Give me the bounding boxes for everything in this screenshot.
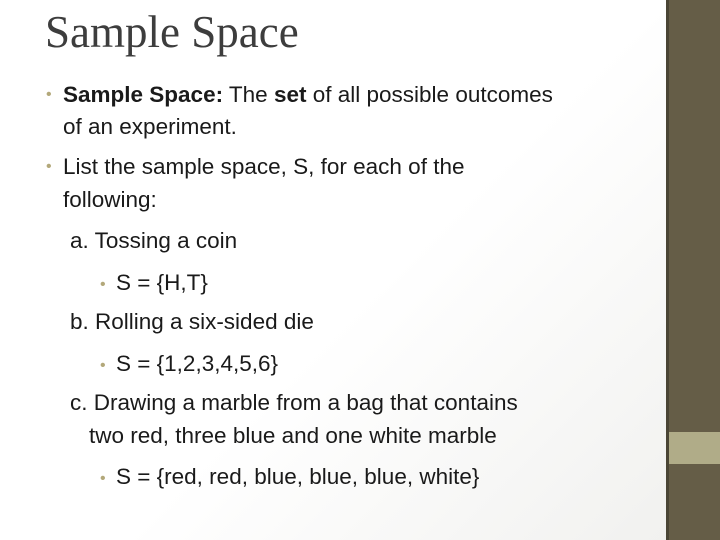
sidebar-accent-block	[669, 432, 720, 464]
bullet-dot: •	[46, 86, 52, 103]
slide-title: Sample Space	[45, 7, 299, 57]
bullet-dot: •	[100, 276, 106, 293]
definition-term: Sample Space:	[63, 82, 224, 107]
sidebar-dark-block	[669, 0, 720, 432]
instruction-line: List the sample space, S, for each of the	[63, 154, 465, 179]
item-c-answer: S = {red, red, blue, blue, blue, white}	[116, 464, 480, 489]
item-a-label: a. Tossing a coin	[70, 228, 238, 253]
definition-emphasis: set	[273, 82, 307, 107]
item-b-answer: S = {1,2,3,4,5,6}	[116, 351, 279, 376]
item-b-label: b. Rolling a six-sided die	[70, 309, 314, 334]
definition-text-rest: of all possible outcomes	[306, 82, 553, 107]
item-a-answer: S = {H,T}	[116, 270, 208, 295]
decorative-sidebar	[666, 0, 720, 540]
bullet-dot: •	[100, 357, 106, 374]
definition-text: The	[223, 82, 274, 107]
bullet-dot: •	[46, 158, 52, 175]
instruction-continuation: following:	[63, 187, 157, 212]
item-c-label: c. Drawing a marble from a bag that contains	[70, 390, 518, 415]
definition-continuation: of an experiment.	[63, 114, 237, 139]
sidebar-bottom-block	[669, 464, 720, 540]
bullet-dot: •	[100, 470, 106, 487]
item-c-label-continuation: two red, three blue and one white marble	[89, 423, 497, 448]
definition-line	[63, 80, 553, 110]
